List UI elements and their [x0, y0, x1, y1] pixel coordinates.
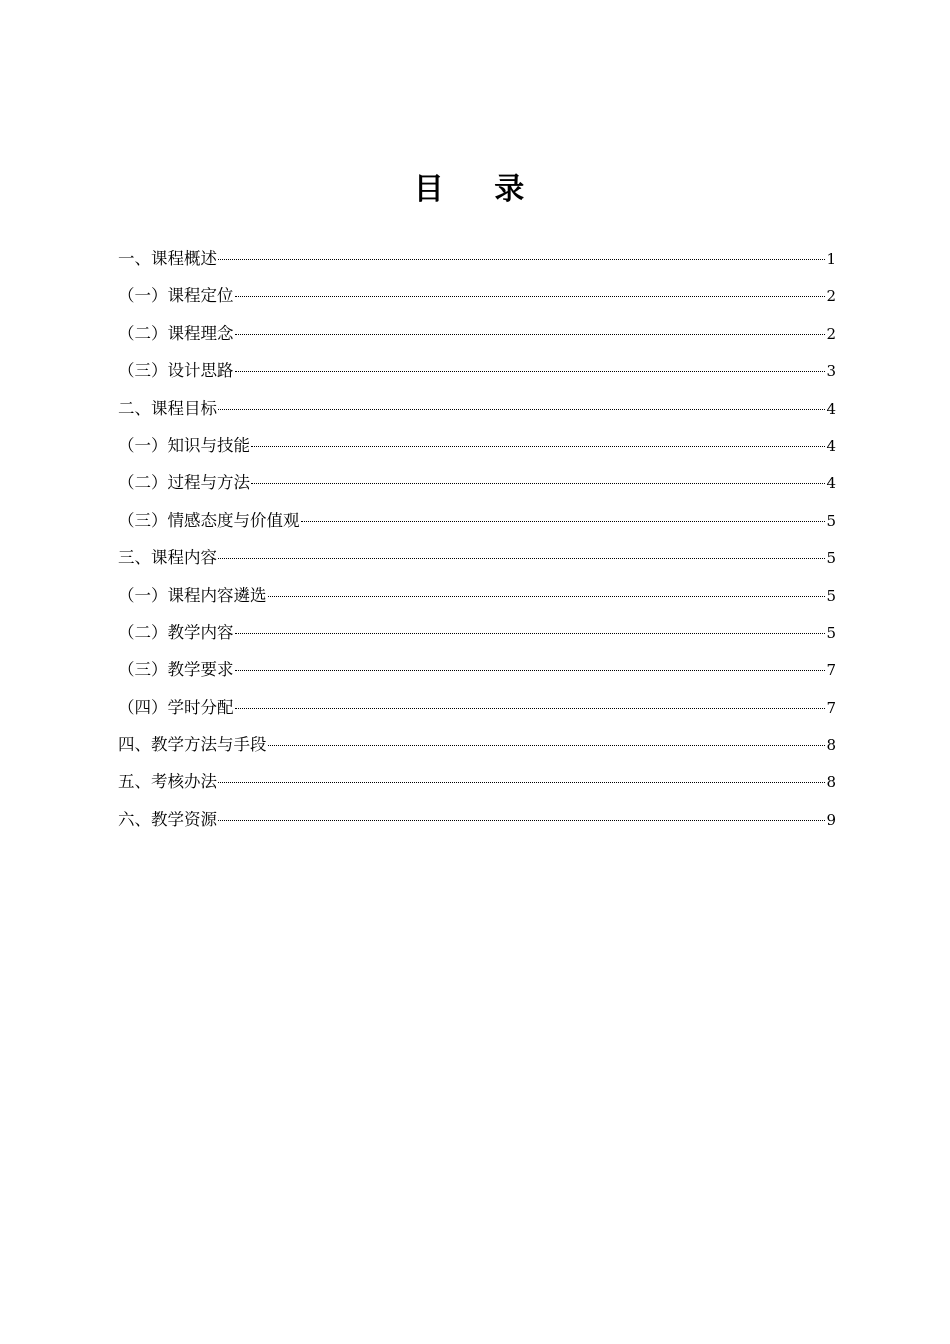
toc-entry-label: （三）教学要求 — [118, 660, 234, 680]
toc-entry-label: （一）课程内容遴选 — [118, 585, 267, 605]
toc-entry[interactable] — [118, 614, 836, 651]
dot-leader — [218, 558, 825, 559]
dot-leader — [218, 820, 825, 821]
toc-entry[interactable] — [118, 315, 836, 352]
toc-entry-page-number: 3 — [826, 362, 836, 381]
toc-entry-page-number: 4 — [826, 399, 836, 418]
toc-entry[interactable] — [118, 390, 836, 427]
toc-entry[interactable] — [118, 577, 836, 614]
toc-entry-page-number: 2 — [826, 287, 836, 306]
toc-entry[interactable] — [118, 763, 836, 800]
dot-leader — [218, 409, 825, 410]
toc-entry-page-number: 8 — [826, 736, 836, 755]
toc-entry-page-number: 7 — [826, 661, 836, 680]
dot-leader — [251, 483, 825, 484]
dot-leader — [268, 596, 826, 597]
toc-entry[interactable] — [118, 240, 836, 277]
toc-entry[interactable] — [118, 427, 836, 464]
dot-leader — [268, 745, 826, 746]
toc-entry-page-number: 1 — [826, 250, 836, 268]
dot-leader — [218, 782, 825, 783]
toc-entry-page-number: 4 — [826, 436, 836, 455]
toc-entry[interactable] — [118, 689, 836, 726]
toc-entry-label: （二）课程理念 — [118, 323, 234, 343]
toc-entry-label: 二、课程目标 — [118, 398, 217, 418]
toc-entry-label: （三）情感态度与价值观 — [118, 510, 300, 530]
toc-entry[interactable] — [118, 352, 836, 389]
dot-leader — [218, 259, 825, 260]
toc-entry-page-number: 2 — [826, 324, 836, 343]
dot-leader — [235, 708, 826, 709]
dot-leader — [235, 371, 826, 372]
toc-entry[interactable] — [118, 539, 836, 576]
page-title: 目 录 — [413, 172, 545, 207]
toc-entry-page-number: 5 — [826, 549, 836, 568]
toc-entry-page-number: 5 — [826, 586, 836, 605]
toc-entry-label: 五、考核办法 — [118, 772, 217, 792]
toc-entry-label: 三、课程内容 — [118, 548, 217, 568]
toc-entry-label: （三）设计思路 — [118, 361, 234, 381]
dot-leader — [235, 633, 826, 634]
toc-entry[interactable] — [118, 726, 836, 763]
toc-entry[interactable] — [118, 277, 836, 314]
dot-leader — [301, 521, 826, 522]
dot-leader — [235, 670, 826, 671]
toc-entry-page-number: 7 — [826, 698, 836, 717]
toc-entry-label: （一）课程定位 — [118, 286, 234, 306]
toc-entry[interactable] — [118, 801, 836, 838]
toc-entry-label: 六、教学资源 — [118, 809, 217, 829]
dot-leader — [251, 446, 825, 447]
toc-entry-label: 一、课程概述 — [118, 249, 217, 268]
toc-entry[interactable] — [118, 464, 836, 501]
table-of-contents — [118, 240, 836, 838]
toc-entry-page-number: 5 — [826, 511, 836, 530]
toc-entry[interactable] — [118, 651, 836, 688]
dot-leader — [235, 296, 826, 297]
toc-entry-page-number: 8 — [826, 773, 836, 792]
toc-entry-label: （二）教学内容 — [118, 622, 234, 642]
toc-entry-label: 四、教学方法与手段 — [118, 735, 267, 755]
toc-entry-page-number: 5 — [826, 623, 836, 642]
toc-entry[interactable] — [118, 502, 836, 539]
toc-entry-page-number: 4 — [826, 474, 836, 493]
toc-entry-label: （一）知识与技能 — [118, 435, 250, 455]
toc-entry-page-number: 9 — [826, 810, 836, 829]
toc-entry-label: （二）过程与方法 — [118, 473, 250, 493]
toc-entry-label: （四）学时分配 — [118, 697, 234, 717]
dot-leader — [235, 334, 826, 335]
